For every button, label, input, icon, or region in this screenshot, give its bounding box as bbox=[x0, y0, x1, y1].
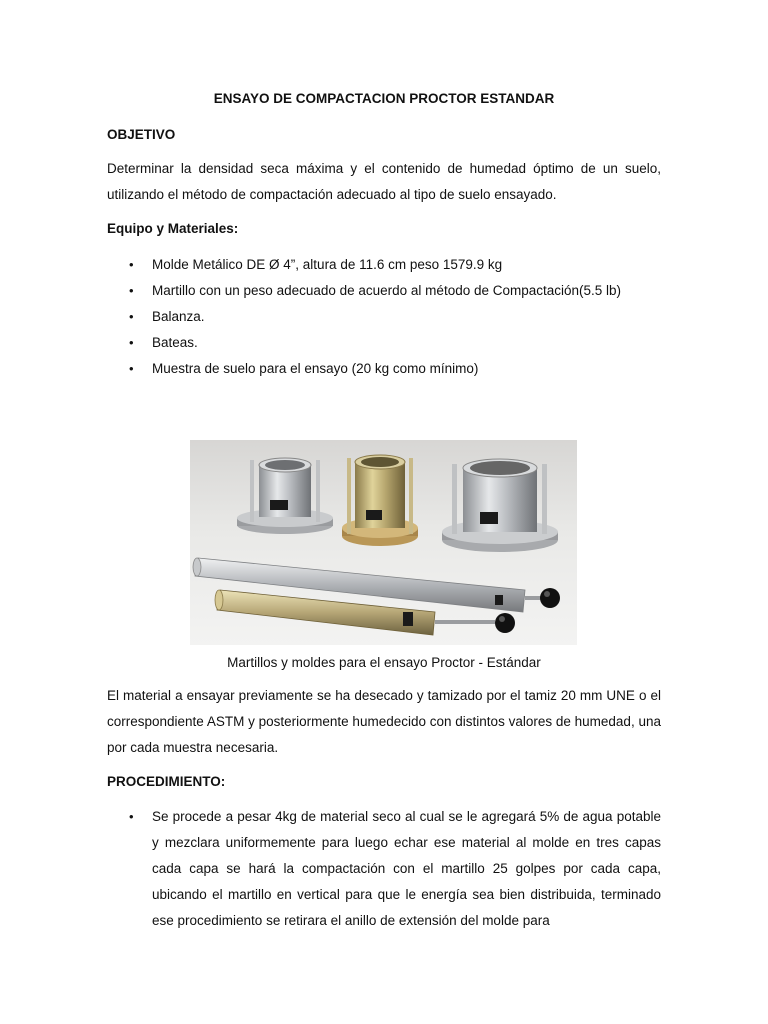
list-item-text: Muestra de suelo para el ensayo (20 kg como mínimo) bbox=[152, 361, 479, 376]
list-item bbox=[107, 283, 661, 309]
list-item bbox=[107, 257, 661, 283]
procedure-heading: PROCEDIMIENTO: bbox=[107, 774, 226, 789]
figure-caption: Martillos y moldes para el ensayo Proctor - Estándar bbox=[227, 655, 541, 670]
list-item-text: Molde Metálico DE Ø 4”, altura de 11.6 cm peso 1579.9 kg bbox=[152, 257, 503, 272]
material-paragraph: El material a ensayar previamente se ha desecado y tamizado por el tamiz 20 mm UNE o el correspondiente ASTM y posteriormente humedecido con distintos valores de humedad, una por cada muestra necesaria. bbox=[107, 688, 661, 755]
list-item-text: Se procede a pesar 4kg de material seco al cual se le agregará 5% de agua potable y mezclara uniformemente para luego echar ese material al molde en tres capas cada capa se hará la compactación con el martillo 25 golpes por cada capa, ubicando el martillo en vertical para que le energía sea bien distribuida, terminado ese procedimiento se retirara el anillo de extensión del molde para bbox=[152, 809, 661, 928]
equipment-list bbox=[107, 257, 661, 387]
list-item-text: Martillo con un peso adecuado de acuerdo al método de Compactación(5.5 lb) bbox=[152, 283, 622, 298]
bullet-icon: • bbox=[129, 361, 134, 376]
bullet-icon: • bbox=[129, 257, 134, 272]
bullet-icon: • bbox=[129, 809, 134, 824]
procedure-list bbox=[107, 804, 661, 934]
equipment-heading: Equipo y Materiales: bbox=[107, 221, 239, 236]
list-item-text: Bateas. bbox=[152, 335, 198, 350]
document-title: ENSAYO DE COMPACTACION PROCTOR ESTANDAR bbox=[213, 91, 555, 106]
objective-paragraph: Determinar la densidad seca máxima y el contenido de humedad óptimo de un suelo, utilizando el método de compactación adecuado al tipo de suelo ensayado. bbox=[107, 161, 661, 202]
list-item bbox=[107, 335, 661, 361]
bullet-icon: • bbox=[129, 309, 134, 324]
objective-heading: OBJETIVO bbox=[107, 127, 176, 142]
list-item bbox=[107, 361, 661, 387]
proctor-equipment-illustration bbox=[190, 440, 577, 645]
list-item bbox=[107, 804, 661, 934]
mold-small-steel bbox=[237, 458, 333, 534]
bullet-icon: • bbox=[129, 335, 134, 350]
list-item bbox=[107, 309, 661, 335]
list-item-text: Balanza. bbox=[152, 309, 205, 324]
bullet-icon: • bbox=[129, 283, 134, 298]
proctor-equipment-photo bbox=[190, 440, 577, 645]
mold-brass bbox=[342, 455, 418, 546]
mold-large-steel bbox=[442, 459, 558, 552]
